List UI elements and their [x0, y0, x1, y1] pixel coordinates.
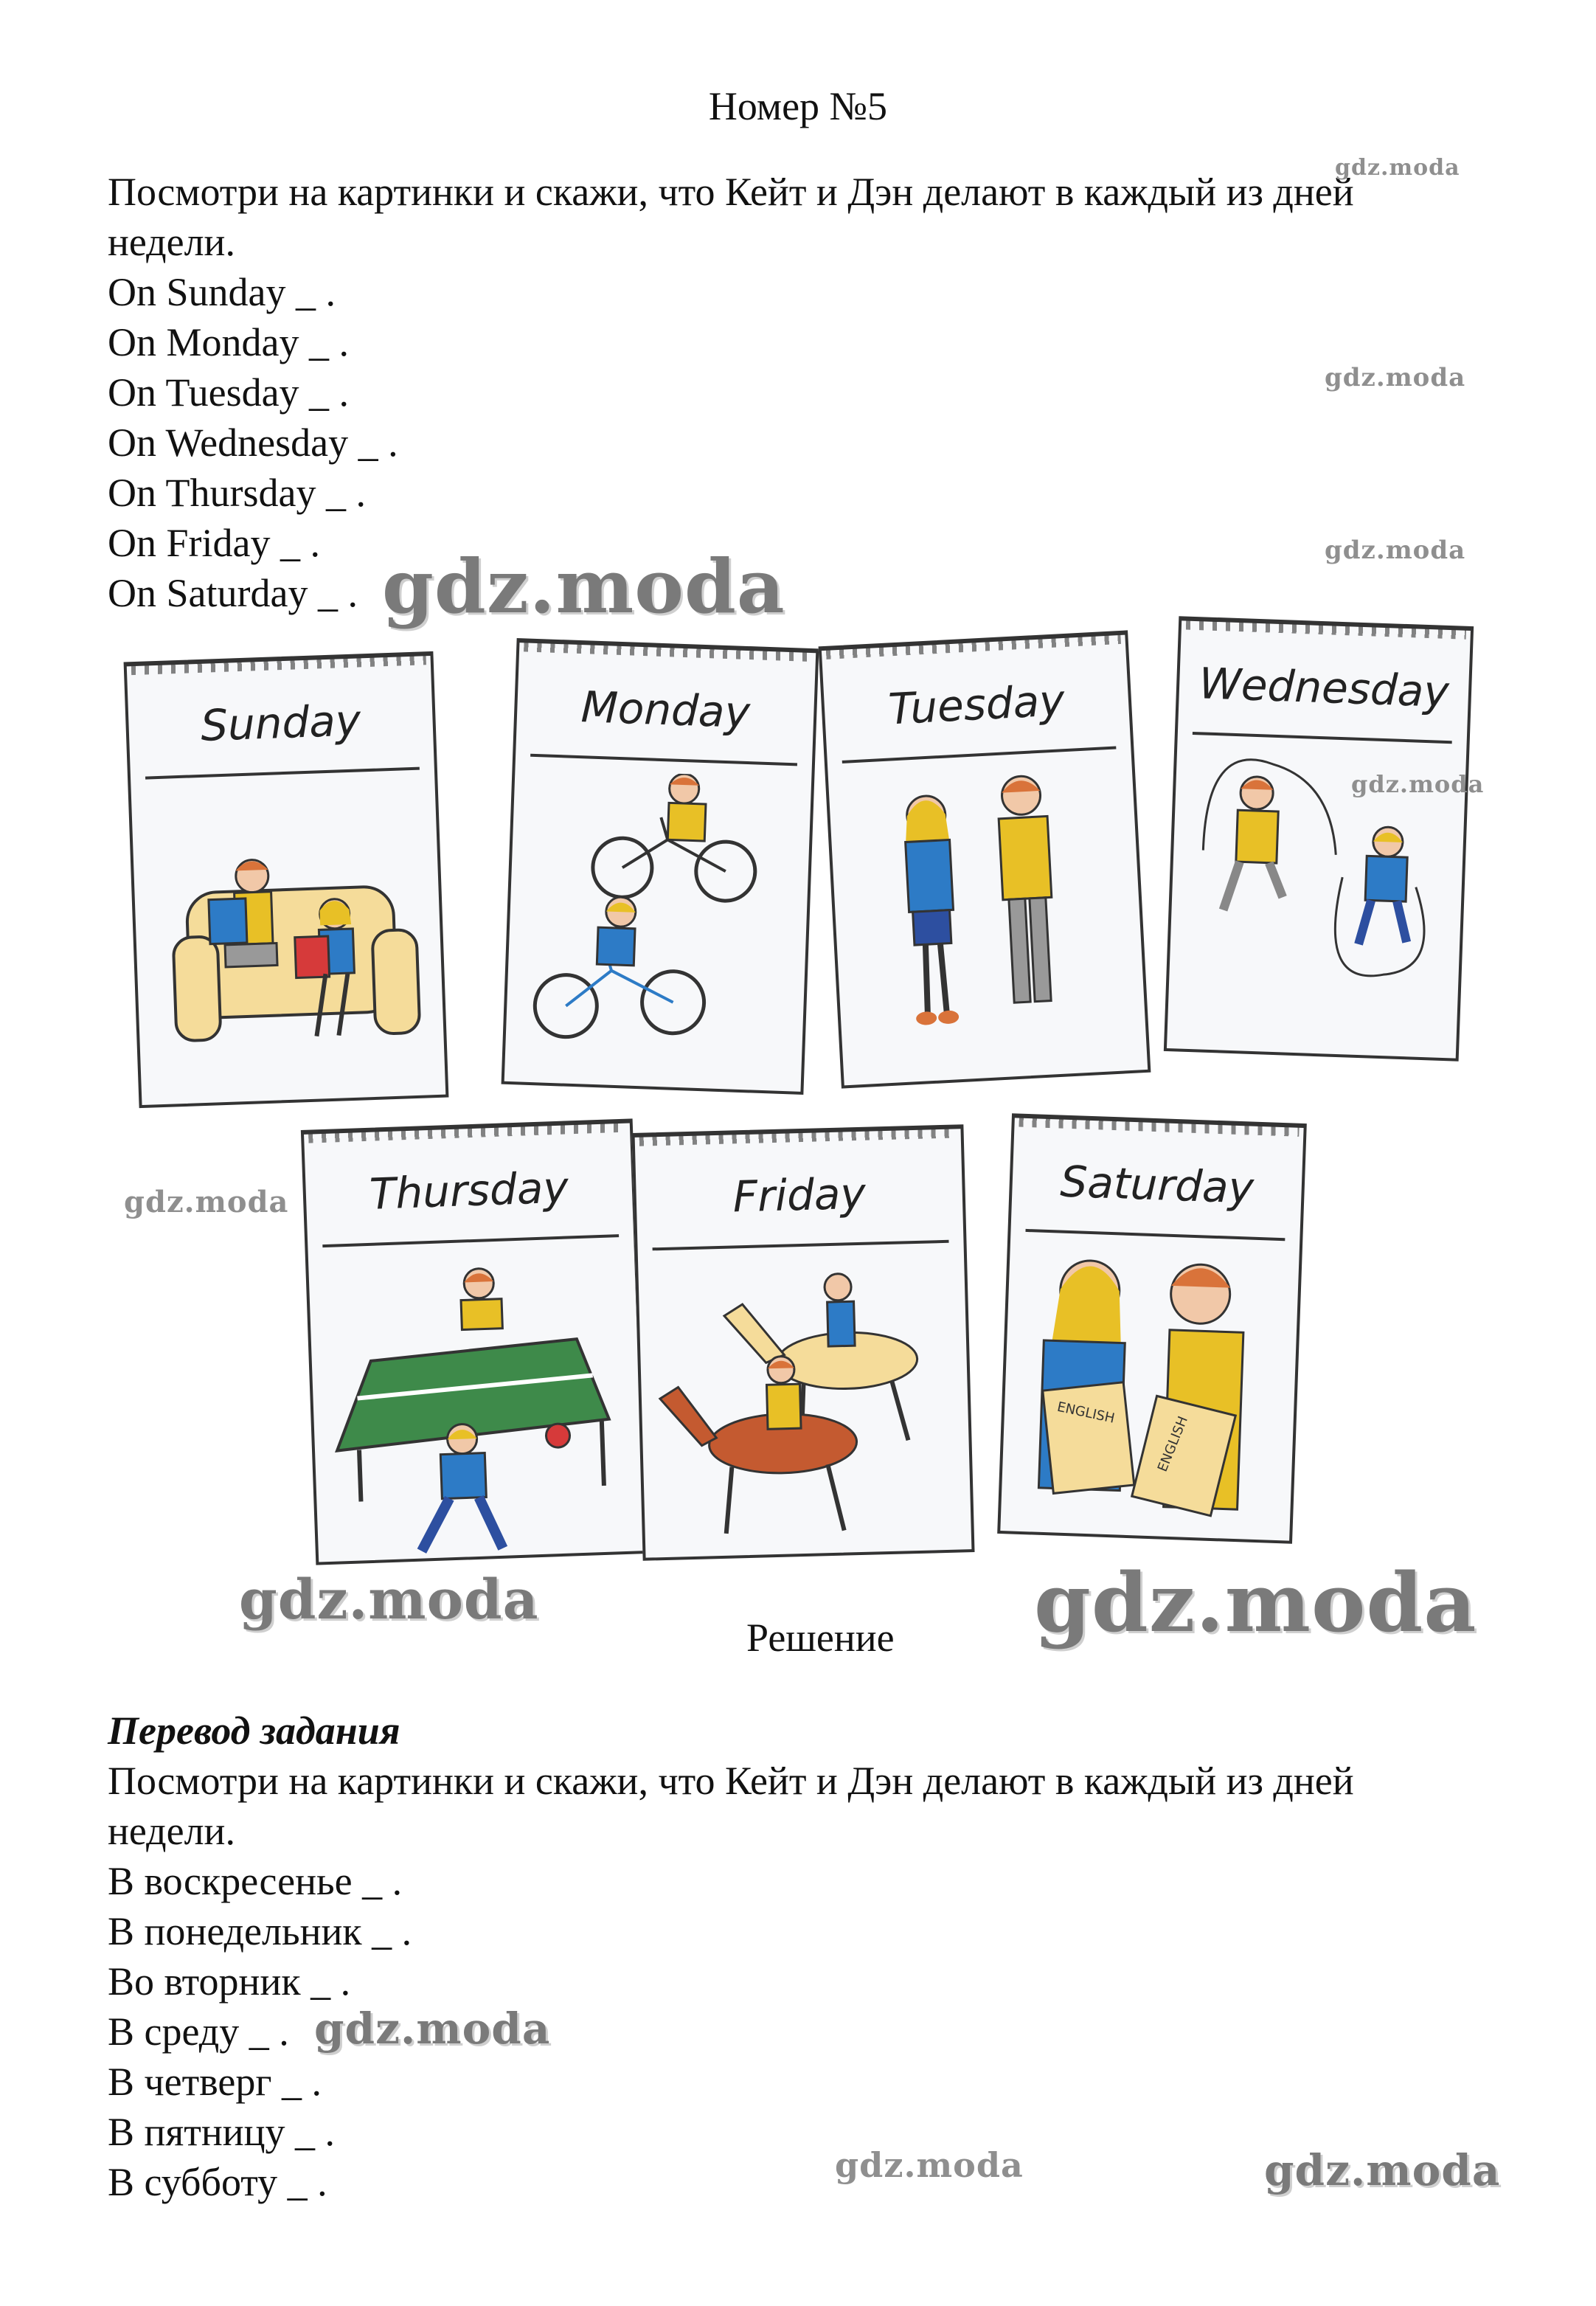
cycling-picture — [504, 768, 811, 1088]
watermark: gdz.moda — [124, 1185, 289, 1219]
task-line: On Saturday _ . — [108, 571, 358, 615]
card-saturday — [997, 1113, 1307, 1544]
translation-line: Во вторник _ . — [108, 1959, 351, 2004]
task-line: On Friday _ . — [108, 521, 320, 565]
solution-label: Решение — [746, 1616, 895, 1660]
watermark: gdz.moda — [1325, 363, 1466, 392]
card-monday — [502, 638, 819, 1095]
card-wednesday — [1164, 616, 1474, 1062]
watermark: gdz.moda — [1351, 770, 1485, 798]
book-label: ENGLISH — [1055, 1399, 1117, 1427]
translation-line: В понедельник _ . — [108, 1909, 412, 1953]
task-line: On Sunday _ . — [108, 270, 336, 314]
task-line: On Tuesday _ . — [108, 370, 350, 415]
page-title: Номер №5 — [708, 84, 888, 128]
translation-heading: Перевод задания — [108, 1708, 400, 1753]
card-day-label: Thursday — [368, 1162, 569, 1219]
task-line: Посмотри на картинки и скажи, что Кейт и Дэн делают в каждый из дней — [108, 170, 1354, 214]
translation-line: В пятницу _ . — [108, 2110, 336, 2154]
task-line: недели. — [108, 220, 235, 264]
card-sunday — [124, 651, 449, 1108]
translation-line: В четверг _ . — [108, 2060, 322, 2104]
studying-english-picture — [1000, 1243, 1299, 1540]
watermark: gdz.moda — [1325, 536, 1466, 565]
walking-picture — [828, 760, 1148, 1085]
horse-riding-picture — [638, 1254, 971, 1557]
card-tuesday — [819, 630, 1151, 1088]
card-day-label: Sunday — [199, 695, 362, 751]
task-line: On Monday _ . — [108, 320, 349, 364]
translation-line: В среду _ . — [108, 2009, 289, 2054]
watermark: gdz.moda — [1264, 2145, 1501, 2195]
task-line: On Wednesday _ . — [108, 420, 398, 465]
card-thursday — [301, 1118, 648, 1565]
card-day-label: Friday — [732, 1168, 867, 1222]
table-tennis-picture — [308, 1248, 645, 1562]
card-friday — [631, 1124, 974, 1561]
card-day-label: Wednesday — [1198, 658, 1450, 718]
watermark: gdz.moda — [1034, 1555, 1477, 1650]
translation-line: Посмотри на картинки и скажи, что Кейт и Дэн делают в каждый из дней — [108, 1759, 1354, 1803]
watermark: gdz.moda — [239, 1568, 539, 1632]
card-day-label: Monday — [580, 682, 752, 738]
translation-line: недели. — [108, 1809, 235, 1853]
watermark: gdz.moda — [835, 2145, 1024, 2185]
translation-line: В субботу _ . — [108, 2160, 327, 2204]
card-day-label: Saturday — [1059, 1156, 1255, 1213]
card-day-label: Tuesday — [887, 675, 1066, 735]
watermark: gdz.moda — [314, 2004, 551, 2054]
book-label: ENGLISH — [1154, 1413, 1191, 1475]
watermark: gdz.moda — [1335, 155, 1460, 181]
translation-line: В воскресенье _ . — [108, 1859, 403, 1903]
watermark: gdz.moda — [382, 543, 785, 630]
task-line: On Thursday _ . — [108, 471, 366, 515]
reading-on-sofa-picture — [131, 781, 445, 1101]
